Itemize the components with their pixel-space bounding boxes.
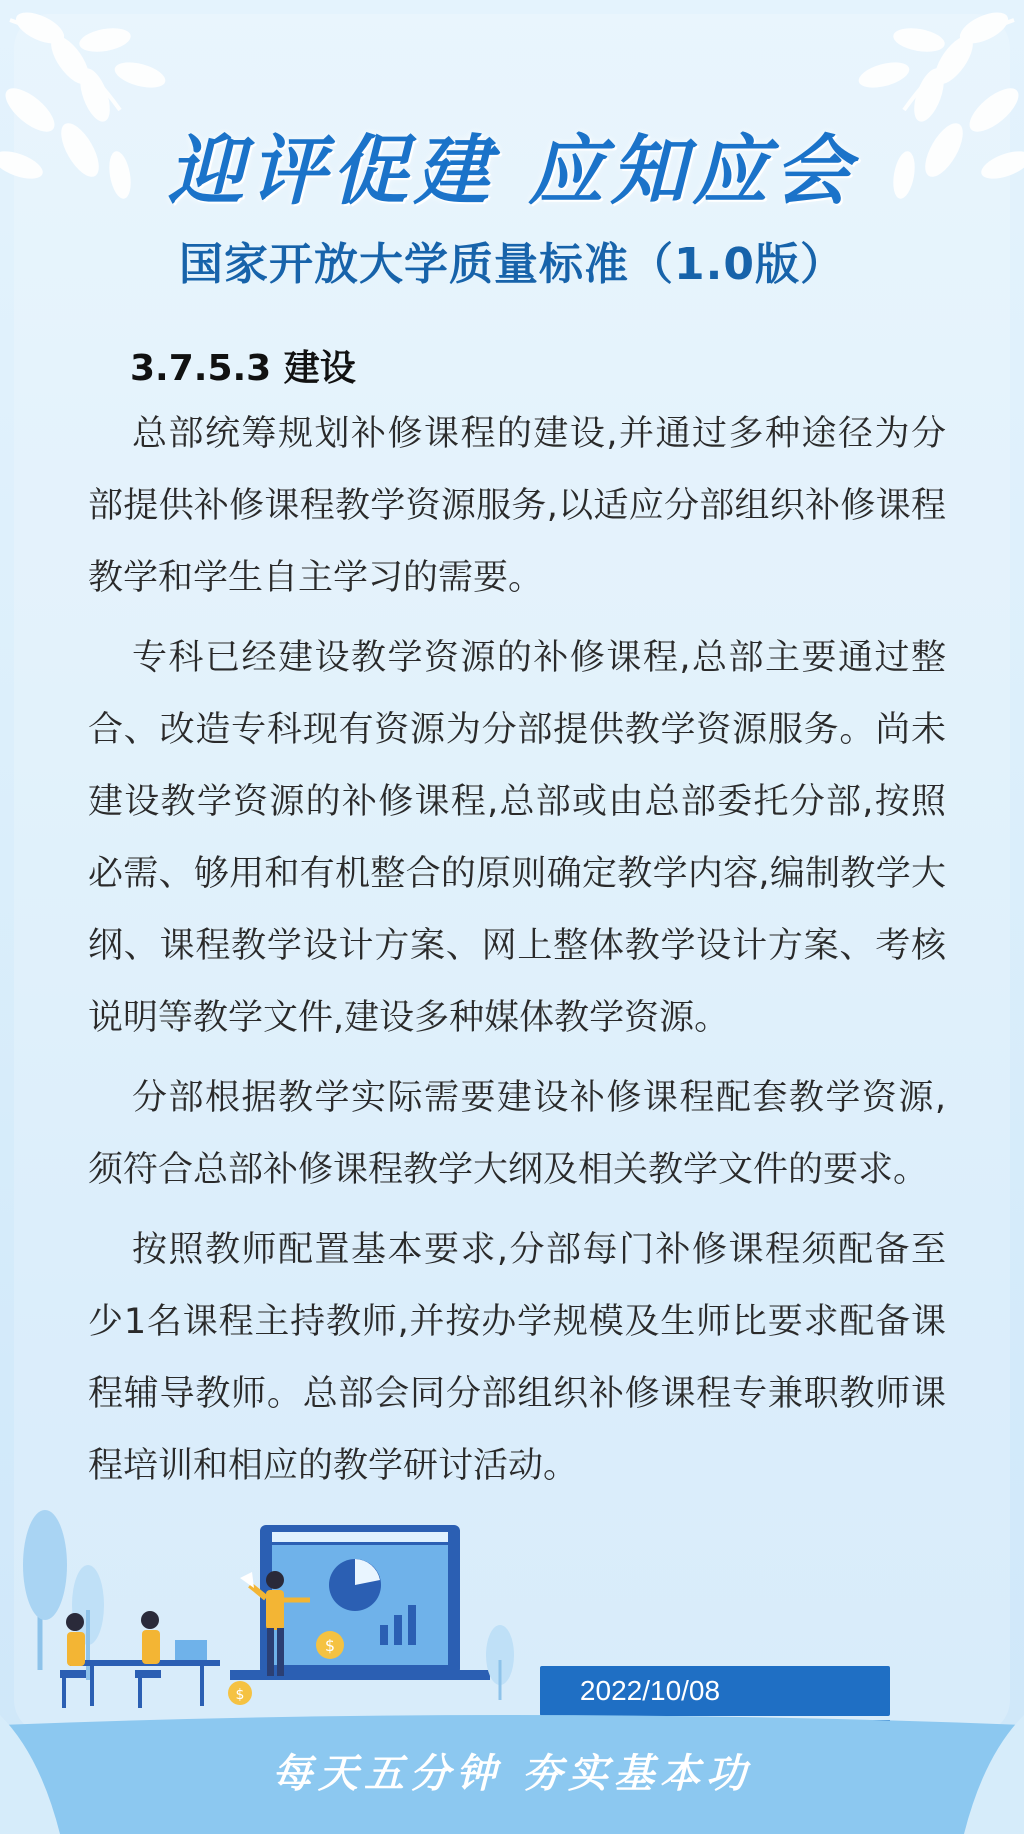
paragraph-2: 专科已经建设教学资源的补修课程,总部主要通过整合、改造专科现有资源为分部提供教学资源服务。尚未建设教学资源的补修课程,总部或由总部委托分部,按照必需、够用和有机整合的原则确定教学内容,编制教学大纲、课程教学设计方案、网上整体教学设计方案、考核说明等教学文件,建设多种媒体教学资源。 bbox=[88, 638, 946, 1038]
publish-date: 2022/10/08 bbox=[579, 1675, 721, 1706]
paragraph-4: 按照教师配置基本要求,分部每门补修课程须配备至少1名课程主持教师,并按办学规模及生师比要求配备课程辅导教师。总部会同分部组织补修课程专兼职教师课程培训和相应的教学研讨活动。 bbox=[88, 1230, 946, 1486]
page-subtitle: 国家开放大学质量标准（1.0版） bbox=[179, 239, 845, 290]
paragraph-1: 总部统筹规划补修课程的建设,并通过多种途径为分部提供补修课程教学资源服务,以适应分部组织补修课程教学和学生自主学习的需要。 bbox=[88, 414, 946, 598]
paragraph-3: 分部根据教学实际需要建设补修课程配套教学资源,须符合总部补修课程教学大纲及相关教学文件的要求。 bbox=[88, 1078, 946, 1190]
page-title: 迎评促建 应知应会 bbox=[167, 126, 857, 215]
tree-icon bbox=[23, 1510, 104, 1680]
date-bar bbox=[540, 1666, 890, 1716]
svg-text:$: $ bbox=[324, 1636, 336, 1655]
footer-motto: 每天五分钟 夯实基本功 bbox=[272, 1750, 752, 1797]
section-body bbox=[88, 398, 946, 1510]
office-illustration bbox=[0, 1510, 560, 1720]
svg-text:$: $ bbox=[235, 1687, 245, 1703]
tree-icon bbox=[486, 1625, 514, 1700]
section-heading: 3.7.5.3 建设 bbox=[130, 348, 356, 389]
